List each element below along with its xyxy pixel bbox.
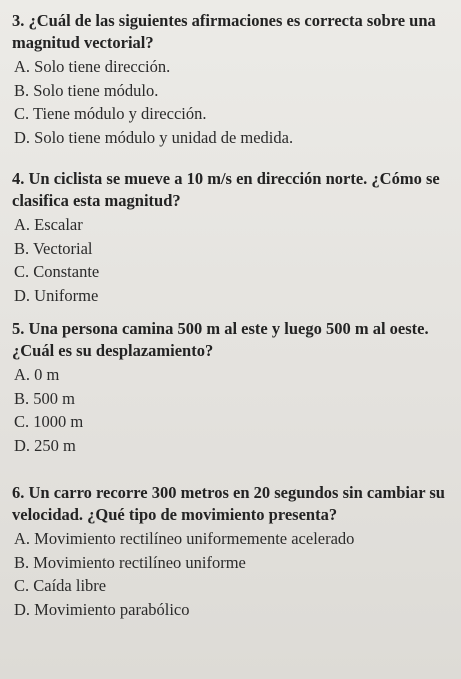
question-5-title: 5. Una persona camina 500 m al este y luego 500 m al oeste. ¿Cuál es su desplazamiento? <box>12 319 429 360</box>
question-5-option-c: C. 1000 m <box>14 412 84 431</box>
question-4-option-d: D. Uniforme <box>14 285 99 305</box>
question-4 <box>12 168 452 307</box>
question-4-option-a: A. Escalar <box>14 215 83 234</box>
question-3-option-b: B. Solo tiene módulo. <box>14 80 159 100</box>
question-5-option-b: B. 500 m <box>14 388 75 408</box>
question-3-option-a: A. Solo tiene dirección. <box>14 57 171 76</box>
question-6-option-c: C. Caída libre <box>14 576 107 595</box>
question-6 <box>12 482 452 621</box>
question-6-option-a: A. Movimiento rectilíneo uniformemente acelerado <box>14 529 355 548</box>
question-3 <box>12 10 452 149</box>
question-5-option-a: A. 0 m <box>14 365 60 384</box>
question-6-option-b: B. Movimiento rectilíneo uniforme <box>14 552 246 572</box>
question-3-option-c: C. Tiene módulo y dirección. <box>14 104 207 123</box>
question-6-title: 6. Un carro recorre 300 metros en 20 segundos sin cambiar su velocidad. ¿Qué tipo de movimiento presenta? <box>12 483 445 524</box>
question-5-option-d: D. 250 m <box>14 435 76 455</box>
question-3-title: 3. ¿Cuál de las siguientes afirmaciones es correcta sobre una magnitud vectorial? <box>12 11 436 52</box>
question-4-option-b: B. Vectorial <box>14 238 93 258</box>
question-3-option-d: D. Solo tiene módulo y unidad de medida. <box>14 127 294 147</box>
question-5 <box>12 318 452 457</box>
question-4-option-c: C. Constante <box>14 262 100 281</box>
question-6-option-d: D. Movimiento parabólico <box>14 599 190 619</box>
question-4-title: 4. Un ciclista se mueve a 10 m/s en dirección norte. ¿Cómo se clasifica esta magnitud? <box>12 169 440 210</box>
